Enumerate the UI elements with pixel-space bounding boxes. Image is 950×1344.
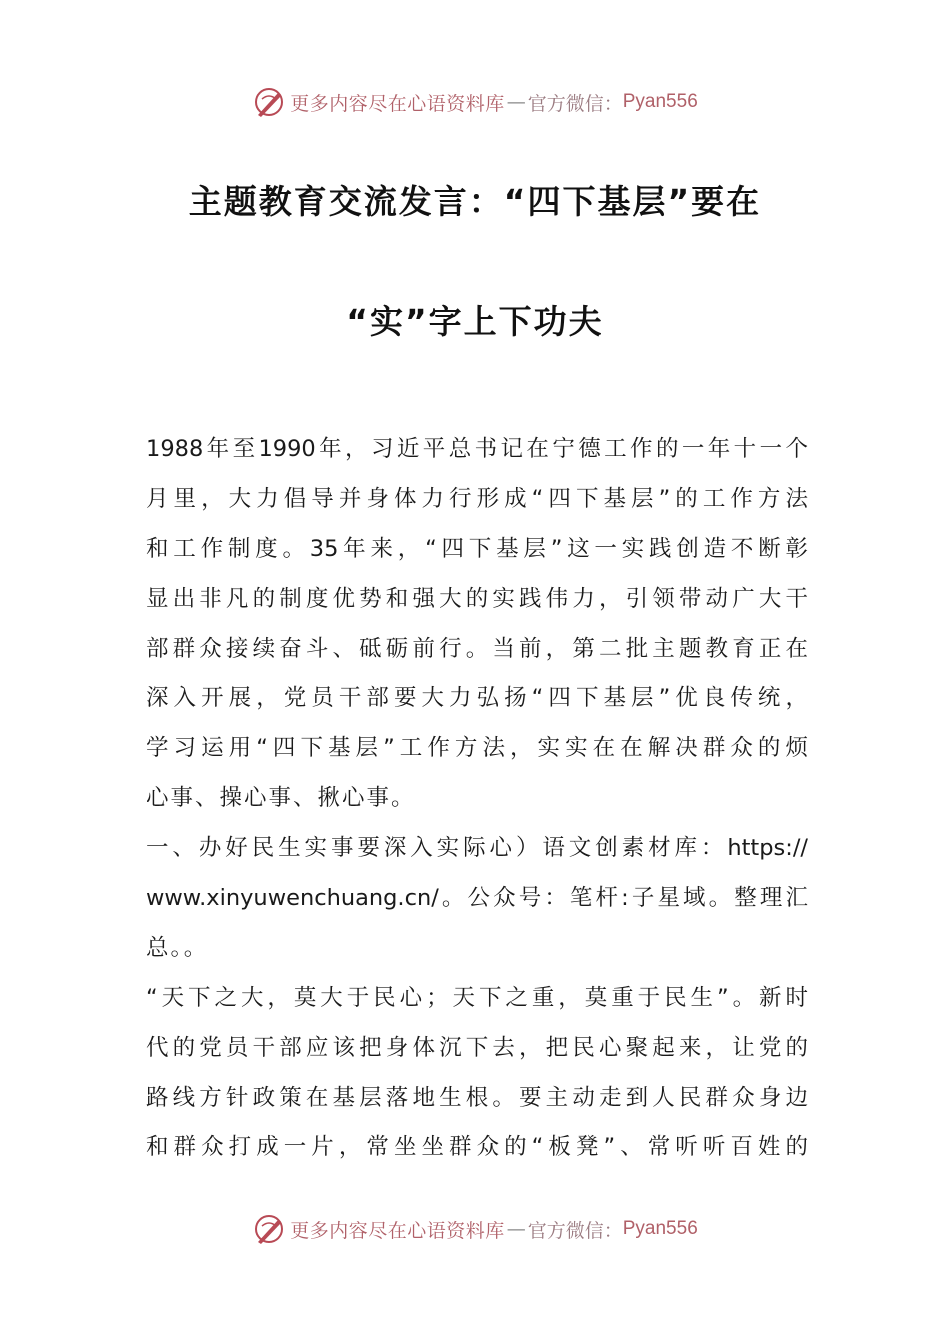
body-line: 显出非凡的制度优势和强大的实践伟力，引领带动广大干: [146, 585, 808, 612]
body-line: 学习运用“四下基层”工作方法，实实在在解决群众的烦: [146, 735, 808, 762]
watermark-text: 更多内容尽在心语资料库: [290, 1219, 505, 1242]
body-line: 月里，大力倡导并身体力行形成“四下基层”的工作方法: [146, 485, 808, 512]
body-line: 部群众接续奋斗、砥砺前行。当前，第二批主题教育正在: [146, 635, 808, 662]
watermark-account: Pyan556: [622, 1218, 698, 1239]
document-body: [146, 425, 808, 1173]
body-line: 一、办好民生实事要深入实际心）语文创素材库：https://: [146, 835, 808, 862]
body-line: 1988年至1990年，习近平总书记在宁德工作的一年十一个: [146, 436, 808, 462]
document-title-line-1: 主题教育交流发言：“四下基层”要在: [188, 182, 762, 221]
watermark-wechat-label: 官方微信：: [527, 92, 623, 115]
document-title-line-2: “实”字上下功夫: [346, 302, 604, 341]
watermark-text: 更多内容尽在心语资料库: [290, 92, 505, 115]
body-line: 总。。: [146, 934, 209, 961]
body-line: www.xinyuwenchuang.cn/。公众号：笔杆:子星域。整理汇: [146, 885, 808, 912]
body-line: 心事、操心事、揪心事。: [146, 785, 416, 812]
body-line: 路线方针政策在基层落地生根。要主动走到人民群众身边: [146, 1084, 808, 1111]
watermark-wechat-label: 官方微信：: [527, 1219, 623, 1242]
body-line: “天下之大，莫大于民心；天下之重，莫重于民生”。新时: [146, 984, 808, 1011]
pen-logo-icon: [252, 1212, 286, 1246]
watermark-dash: —: [506, 91, 526, 113]
pen-logo-icon: [252, 85, 286, 119]
footer-watermark: [0, 1209, 950, 1249]
body-line: 代的党员干部应该把身体沉下去，把民心聚起来，让党的: [146, 1034, 808, 1061]
body-line: 和工作制度。35年来，“四下基层”这一实践创造不断彰: [146, 535, 808, 562]
header-watermark: [0, 82, 950, 122]
watermark-account: Pyan556: [622, 91, 698, 112]
body-line: 深入开展，党员干部要大力弘扬“四下基层”优良传统，: [146, 685, 808, 712]
body-line: 和群众打成一片，常坐坐群众的“板凳”、常听听百姓的: [146, 1134, 808, 1161]
watermark-dash: —: [506, 1218, 526, 1240]
